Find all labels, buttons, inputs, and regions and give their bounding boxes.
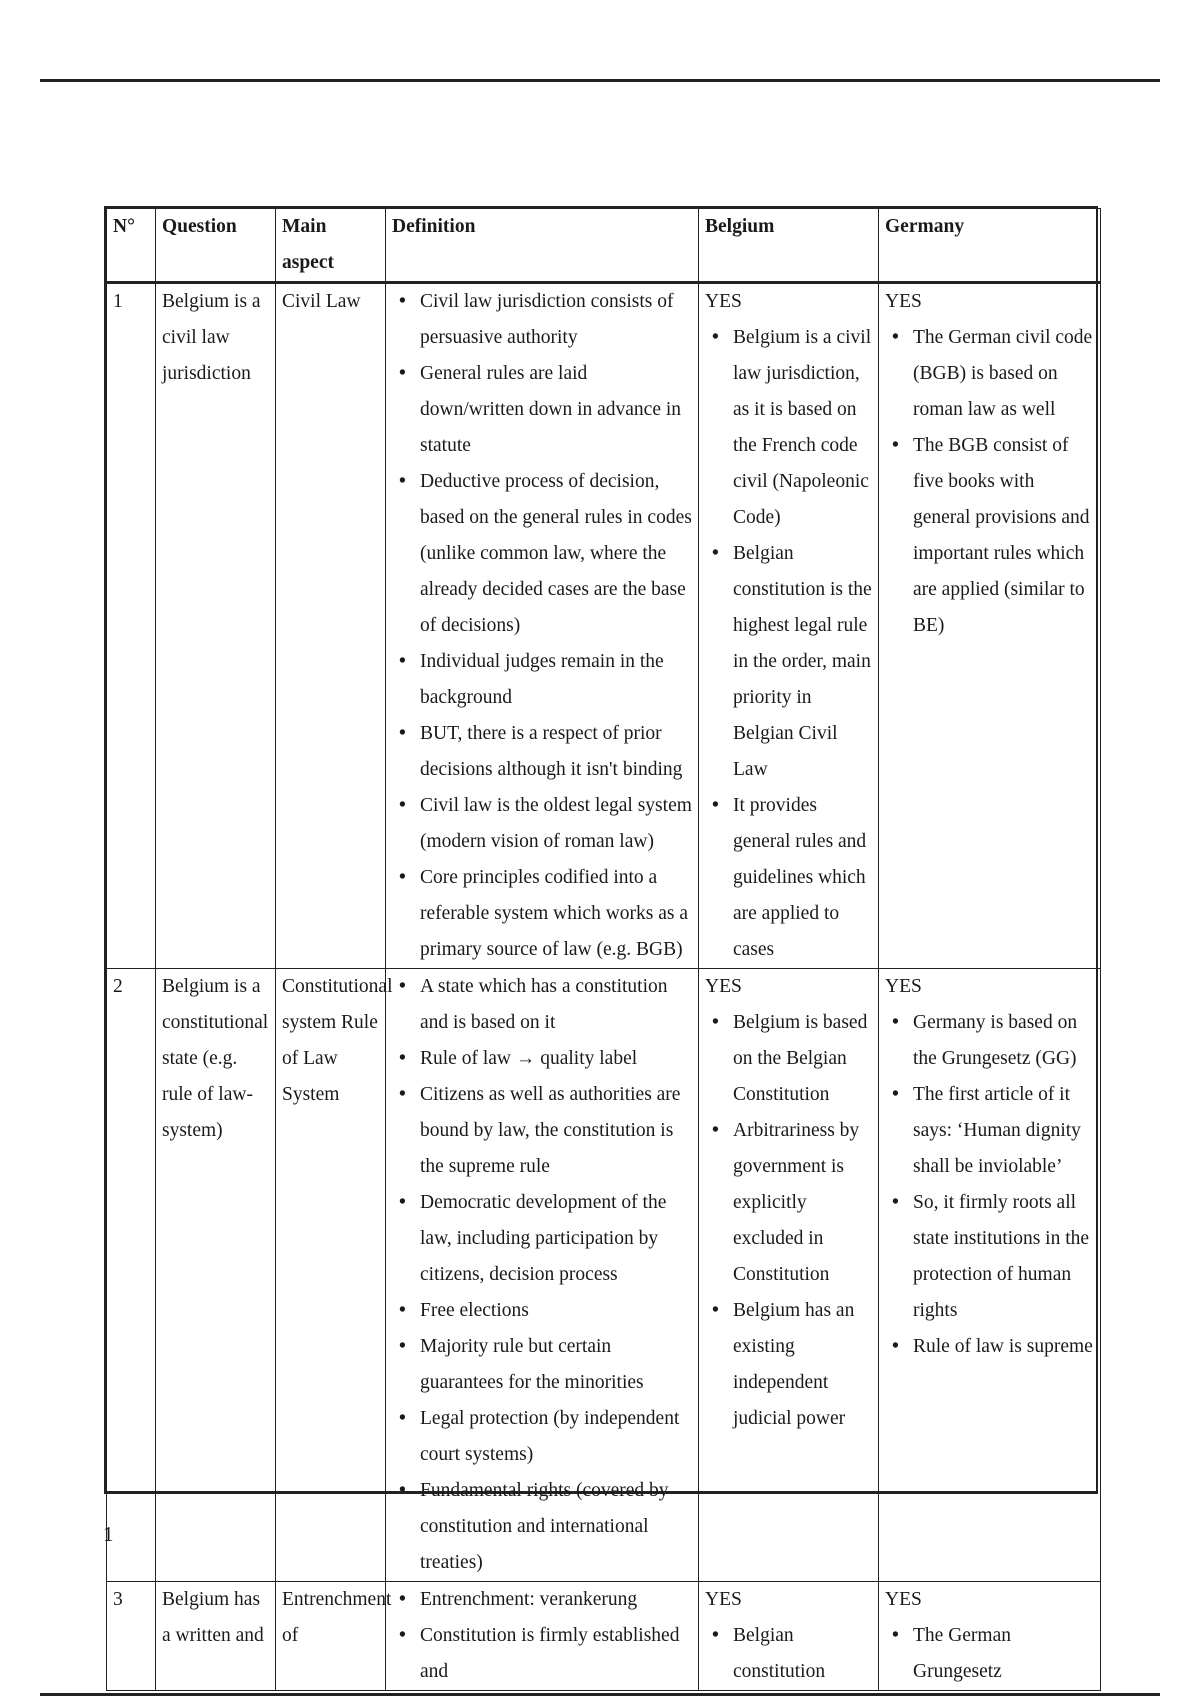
table-row [107, 283, 1101, 969]
header-no: N° [107, 209, 156, 283]
germany-answer: YES [885, 1589, 922, 1610]
belgium-answer: YES [705, 291, 742, 312]
main-aspect-cell: Constitutional system Rule of Law System [276, 969, 386, 1582]
question-cell: Belgium is a civil law jurisdiction [156, 283, 276, 969]
header-germany: Germany [879, 209, 1101, 283]
belgium-answer: YES [705, 976, 742, 997]
definition-cell [386, 1582, 699, 1691]
comparison-table [106, 208, 1101, 1691]
row-number: 2 [107, 969, 156, 1582]
belgium-answer: YES [705, 1589, 742, 1610]
list-item: • Belgian constitution is the highest legal rule in the order, main priority in Belgian Civil Law [733, 536, 872, 788]
header-row [107, 209, 1101, 283]
list-item: • Deductive process of decision, based on the general rules in codes (unlike common law, where the already decided cases are the base of decisions) [420, 464, 692, 644]
list-item: • Germany is based on the Grungesetz (GG) [913, 1005, 1094, 1077]
germany-cell [879, 283, 1101, 969]
list-item: • Majority rule but certain guarantees for the minorities [420, 1329, 692, 1401]
list-item: • Fundamental rights (covered by constitution and international treaties) [420, 1473, 692, 1581]
main-aspect-cell: Civil Law [276, 283, 386, 969]
list-item: • Belgium is based on the Belgian Constitution [733, 1005, 872, 1113]
germany-cell [879, 969, 1101, 1582]
list-item: • BUT, there is a respect of prior decisions although it isn't binding [420, 716, 692, 788]
list-item: • Citizens as well as authorities are bound by law, the constitution is the supreme rule [420, 1077, 692, 1185]
header-belgium: Belgium [699, 209, 879, 283]
list-item: • Democratic development of the law, including participation by citizens, decision process [420, 1185, 692, 1293]
list-item: • Civil law is the oldest legal system (modern vision of roman law) [420, 788, 692, 860]
list-item: • The German Grungesetz [913, 1618, 1094, 1690]
list-item: • Belgian constitution [733, 1618, 872, 1690]
list-item: • The first article of it says: ‘Human dignity shall be inviolable’ [913, 1077, 1094, 1185]
list-item: • Civil law jurisdiction consists of persuasive authority [420, 284, 692, 356]
row-number: 1 [107, 283, 156, 969]
table-row [107, 1582, 1101, 1691]
comparison-table-container [104, 206, 1098, 1682]
germany-answer: YES [885, 976, 922, 997]
list-item: • The BGB consist of five books with general provisions and important rules which are applied (similar to BE) [913, 428, 1094, 644]
header-main-aspect: Main aspect [276, 209, 386, 283]
list-item: • The German civil code (BGB) is based on roman law as well [913, 320, 1094, 428]
list-item: • Legal protection (by independent court systems) [420, 1401, 692, 1473]
list-item: • Constitution is firmly established and [420, 1618, 692, 1690]
germany-list [885, 320, 1094, 644]
top-rule [40, 79, 1160, 82]
question-cell: Belgium is a constitutional state (e.g. rule of law-system) [156, 969, 276, 1582]
definition-list [392, 1582, 692, 1690]
list-item: • Belgium is a civil law jurisdiction, as it is based on the French code civil (Napoleonic Code) [733, 320, 872, 536]
list-item: • Arbitrariness by government is explicitly excluded in Constitution [733, 1113, 872, 1293]
belgium-list [705, 1618, 872, 1690]
belgium-list [705, 320, 872, 968]
germany-answer: YES [885, 291, 922, 312]
definition-list [392, 969, 692, 1581]
main-aspect-cell: Entrenchment of [276, 1582, 386, 1691]
list-item: • Rule of law → quality label [420, 1041, 692, 1077]
page-number: 1 [103, 1522, 114, 1546]
list-item: • Belgium has an existing independent judicial power [733, 1293, 872, 1437]
bottom-rule [40, 1693, 1160, 1696]
list-item: • Rule of law is supreme [913, 1329, 1094, 1365]
germany-list [885, 1618, 1094, 1690]
list-item: • General rules are laid down/written down in advance in statute [420, 356, 692, 464]
germany-list [885, 1005, 1094, 1365]
list-item: • It provides general rules and guidelines which are applied to cases [733, 788, 872, 968]
list-item: • Free elections [420, 1293, 692, 1329]
belgium-cell [699, 969, 879, 1582]
belgium-list [705, 1005, 872, 1437]
list-item: • So, it firmly roots all state institutions in the protection of human rights [913, 1185, 1094, 1329]
header-question: Question [156, 209, 276, 283]
list-item: • Core principles codified into a referable system which works as a primary source of law (e.g. BGB) [420, 860, 692, 968]
row-number: 3 [107, 1582, 156, 1691]
definition-cell [386, 283, 699, 969]
header-definition: Definition [386, 209, 699, 283]
list-item: • Individual judges remain in the background [420, 644, 692, 716]
list-item: • A state which has a constitution and is based on it [420, 969, 692, 1041]
belgium-cell [699, 1582, 879, 1691]
definition-cell [386, 969, 699, 1582]
table-row [107, 969, 1101, 1582]
belgium-cell [699, 283, 879, 969]
list-item: • Entrenchment: verankerung [420, 1582, 692, 1618]
question-cell: Belgium has a written and [156, 1582, 276, 1691]
germany-cell [879, 1582, 1101, 1691]
definition-list [392, 284, 692, 968]
